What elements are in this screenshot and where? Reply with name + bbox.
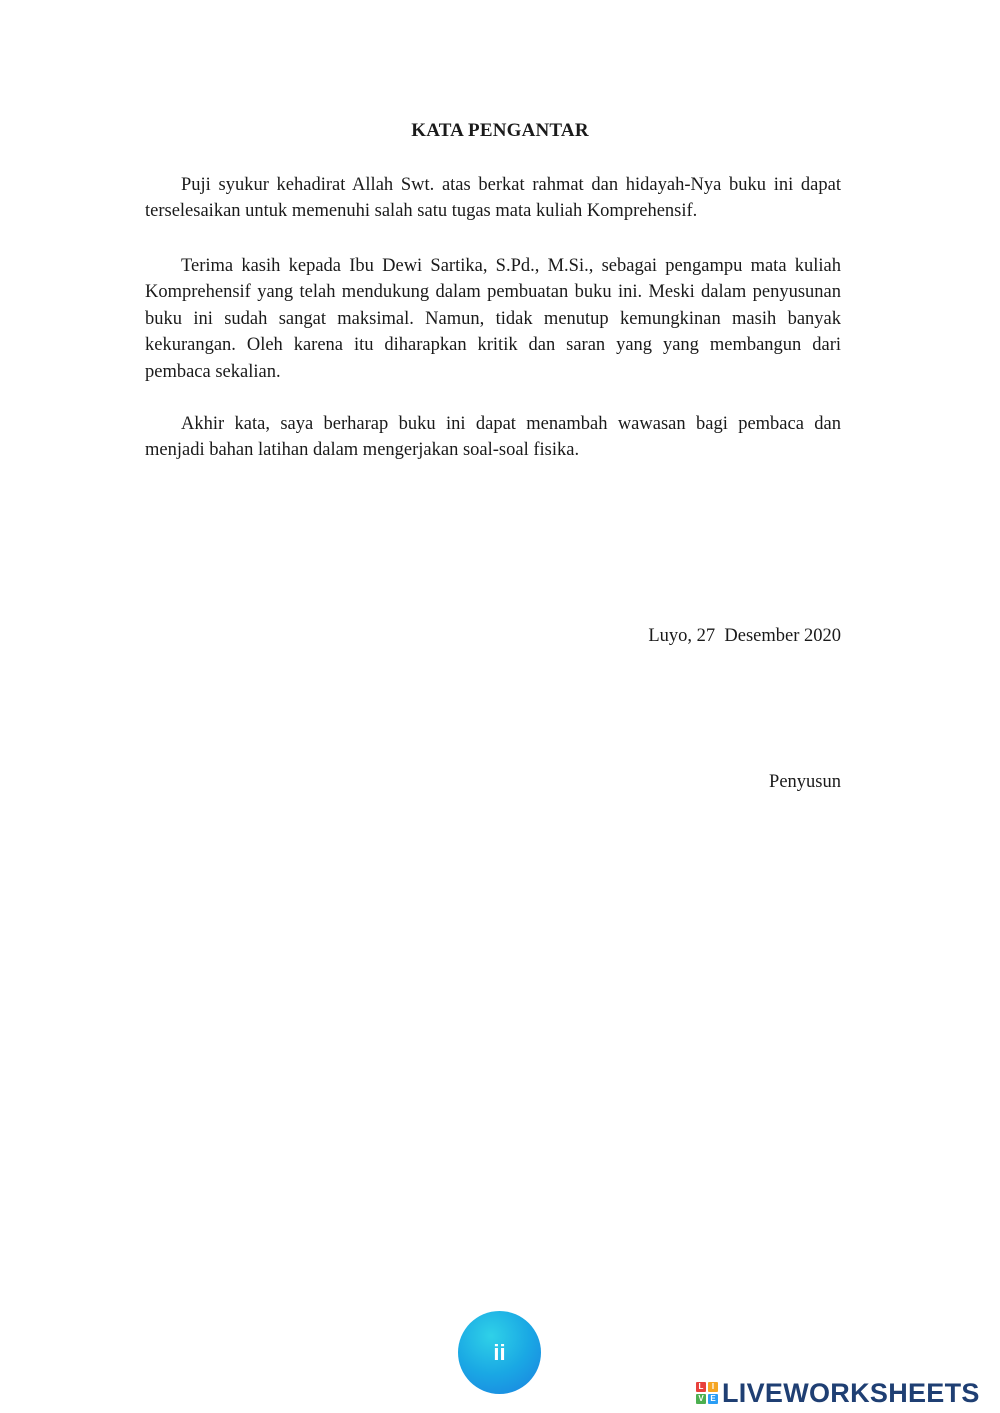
author-signature: Penyusun (769, 772, 841, 792)
logo-letter-v: V (696, 1394, 706, 1404)
page-number-badge (458, 1311, 541, 1394)
paragraph-intro: Puji syukur kehadirat Allah Swt. atas berkat rahmat dan hidayah-Nya buku ini dapat terselesaikan untuk memenuhi salah satu tugas mata kuliah Komprehensif. (145, 175, 841, 222)
liveworksheets-logo[interactable] (696, 1378, 980, 1408)
place-date: Luyo, 27 Desember 2020 (648, 626, 841, 646)
page-number: ii (493, 1339, 506, 1365)
logo-letter-e: E (708, 1394, 718, 1404)
paragraph-closing: Akhir kata, saya berharap buku ini dapat menambah wawasan bagi pembaca dan menjadi bahan latihan dalam mengerjakan soal-soal fisika. (145, 414, 841, 461)
paragraph-thanks: Terima kasih kepada Ibu Dewi Sartika, S.Pd., M.Si., sebagai pengampu mata kuliah Komprehensif yang telah mendukung dalam pembuatan buku ini. Meski dalam penyusunan buku ini sudah sangat maksimal. Namun, tidak menutup kemungkinan masih banyak kekurangan. Oleh karena itu diharapkan kritik dan saran yang yang membangun dari pembaca sekalian. (145, 256, 841, 382)
page-title: KATA PENGANTAR (411, 120, 589, 141)
logo-letter-i: I (708, 1382, 718, 1392)
logo-letter-l: L (696, 1382, 706, 1392)
liveworksheets-logo-icon (696, 1382, 718, 1404)
liveworksheets-wordmark: LIVEWORKSHEETS (722, 1377, 980, 1408)
